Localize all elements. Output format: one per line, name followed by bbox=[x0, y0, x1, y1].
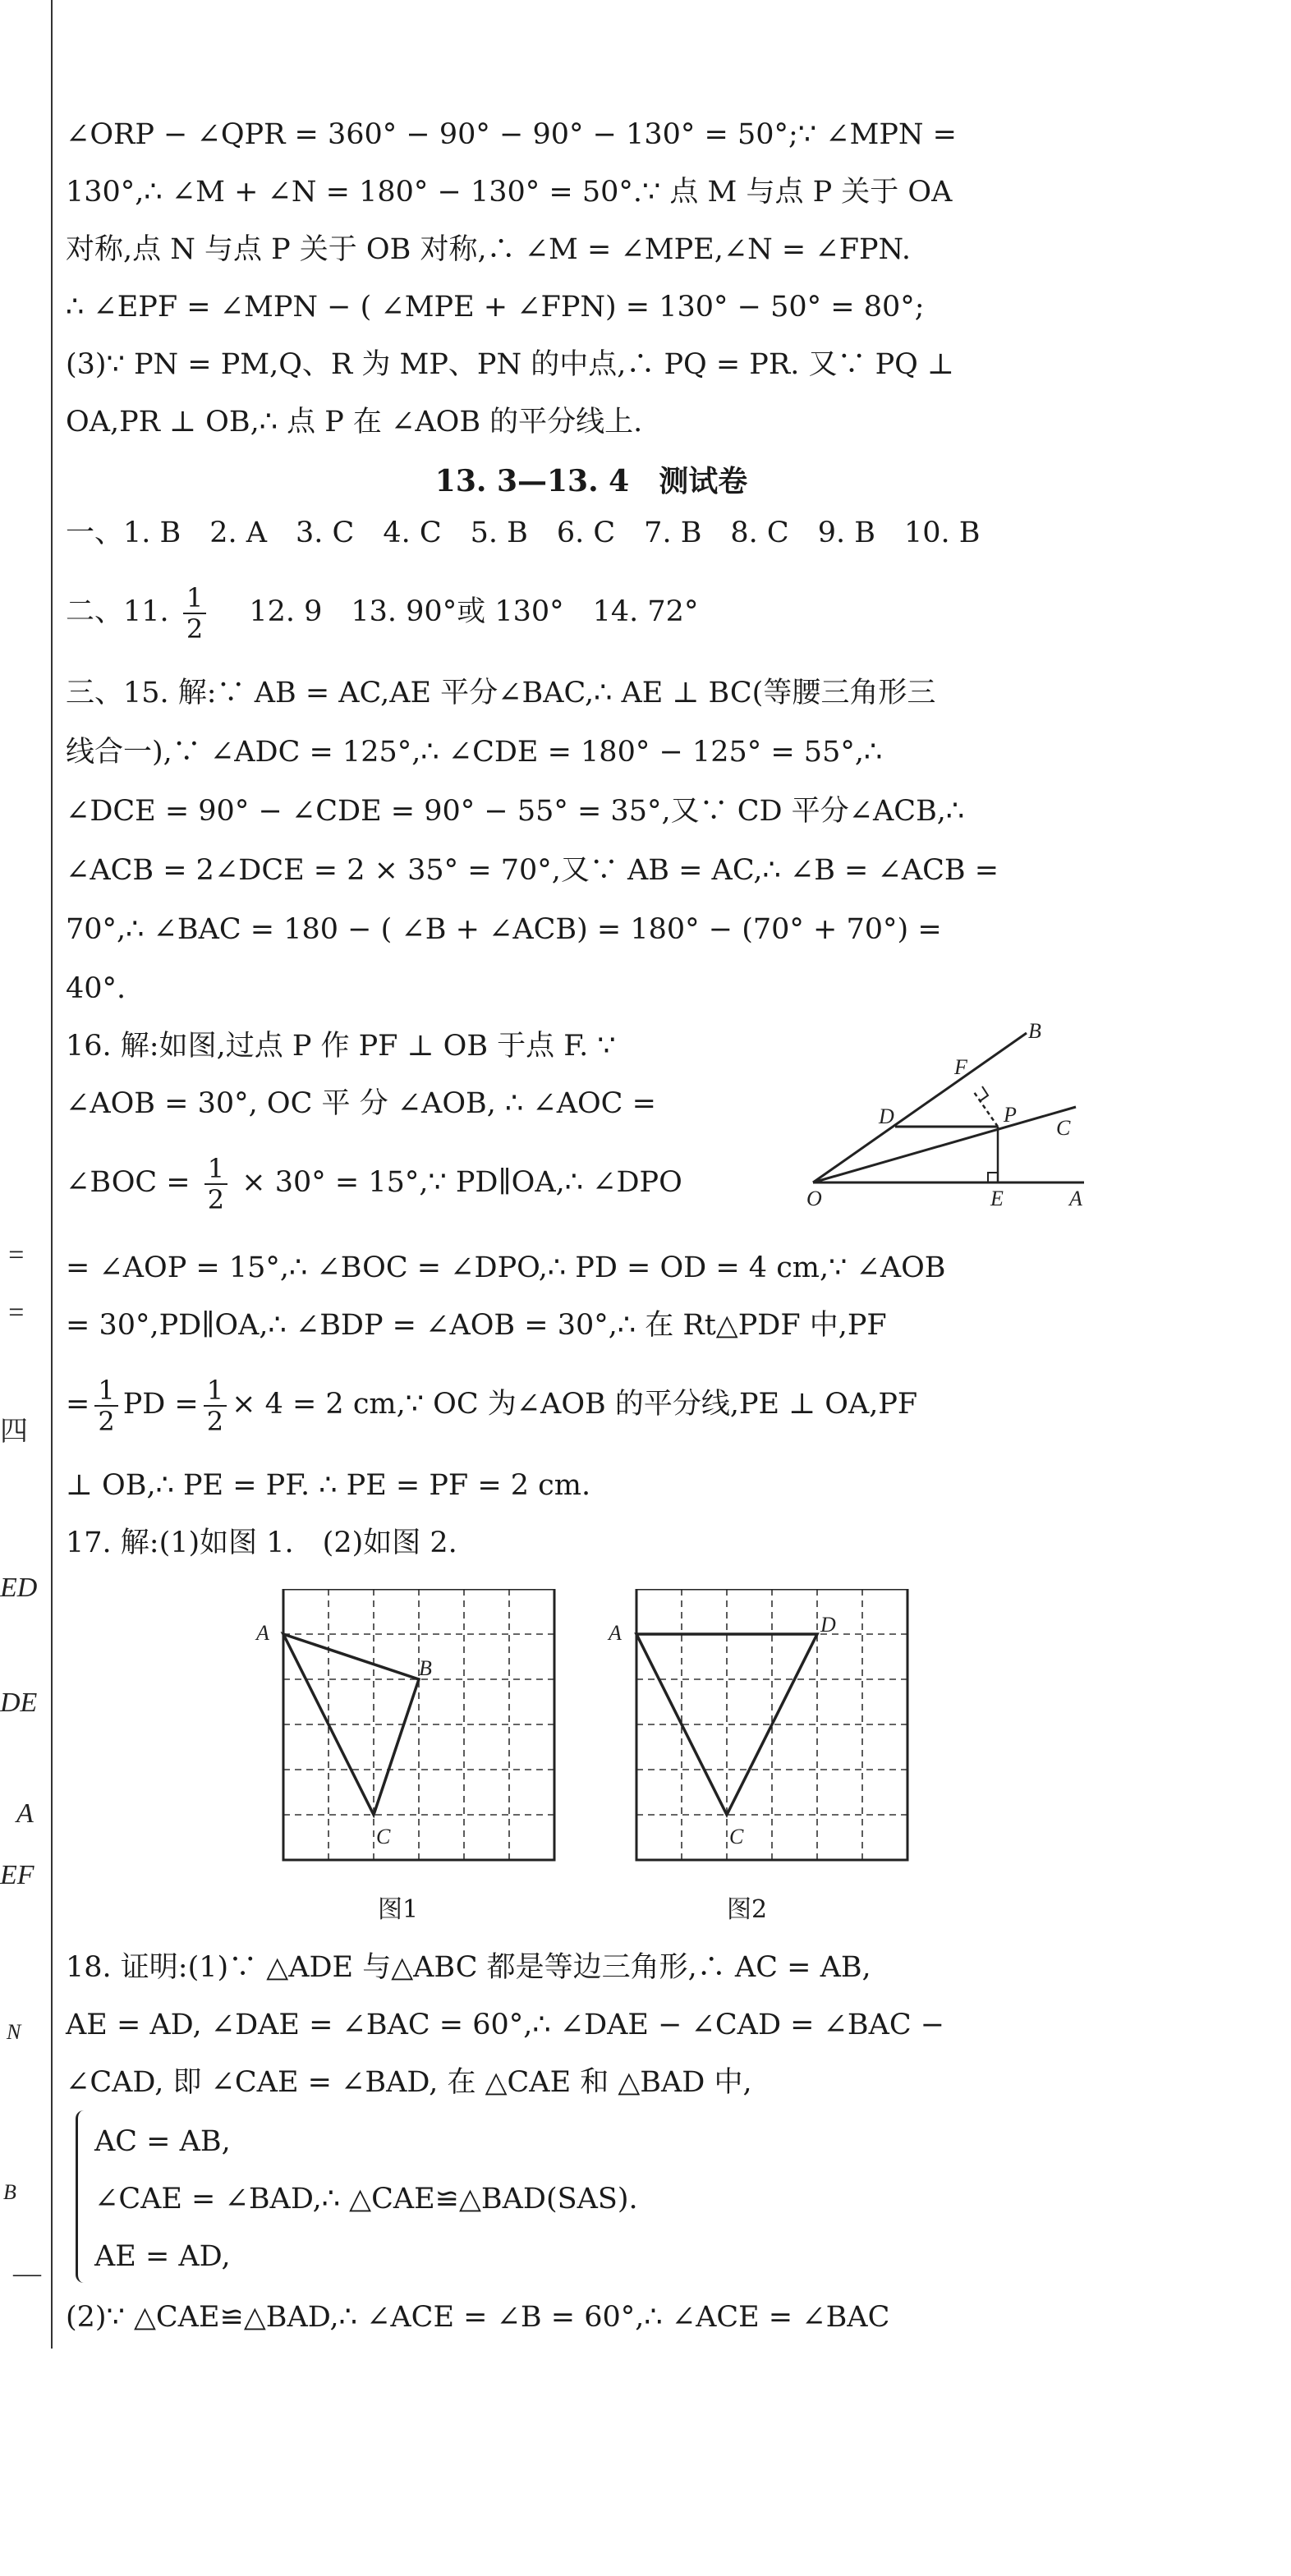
label-D: D bbox=[820, 1613, 836, 1637]
answers-part-1: 一、1. B 2. A 3. C 4. C 5. B 6. C 7. B 8. C 9. B 10. B bbox=[66, 517, 981, 549]
q16-text: × 4 = 2 cm,∵ OC 为∠AOB 的平分线,PE ⊥ OA,PF bbox=[232, 1388, 918, 1421]
label-A: A bbox=[1069, 1187, 1082, 1210]
text-line: ∠ORP − ∠QPR = 360° − 90° − 90° − 130° = 50°;∵ ∠MPN = bbox=[66, 118, 957, 151]
q16-line: ⊥ OB,∴ PE = PF. ∴ PE = PF = 2 cm. bbox=[66, 1469, 591, 1502]
part2-rest: 12. 9 13. 90°或 130° 14. 72° bbox=[220, 595, 699, 628]
text-line: 对称,点 N 与点 P 关于 OB 对称,∴ ∠M = ∠MPE,∠N = ∠FPN. bbox=[66, 233, 912, 266]
label-P: P bbox=[1004, 1103, 1017, 1127]
label-E: E bbox=[990, 1187, 1004, 1210]
q16-text: PD = bbox=[122, 1388, 199, 1421]
part2-prefix: 二、11. bbox=[66, 595, 169, 628]
q16-text: ∠BOC = bbox=[66, 1166, 191, 1199]
q17-figure-2 bbox=[604, 1589, 916, 1885]
q15-line: 70°,∴ ∠BAC = 180 − ( ∠B + ∠ACB) = 180° − (70° + 70°) = bbox=[66, 913, 942, 946]
fraction bbox=[183, 583, 206, 644]
page-margin-rule bbox=[51, 0, 53, 2349]
margin-fragment: = bbox=[7, 1297, 25, 1328]
label-A: A bbox=[256, 1621, 269, 1645]
frac-num: 1 bbox=[183, 583, 206, 614]
q15-line: 线合一),∵ ∠ADC = 125°,∴ ∠CDE = 180° − 125° = 55°,∴ bbox=[66, 736, 883, 769]
fraction bbox=[204, 1375, 227, 1436]
margin-fragment: EF bbox=[0, 1860, 34, 1890]
frac-den: 2 bbox=[207, 1183, 225, 1215]
margin-fragment: DE bbox=[0, 1687, 38, 1718]
q18-system-line: AE = AD, bbox=[94, 2240, 231, 2273]
margin-fragment: N bbox=[7, 2020, 21, 2044]
fraction bbox=[94, 1375, 117, 1436]
label-C: C bbox=[376, 1825, 391, 1848]
margin-fragment: = bbox=[7, 1240, 25, 1270]
margin-fragment: 四 bbox=[0, 1417, 28, 1447]
frac-num: 1 bbox=[94, 1375, 117, 1407]
q18-line: AE = AD, ∠DAE = ∠BAC = 60°,∴ ∠DAE − ∠CAD = ∠BAC − bbox=[66, 2009, 945, 2041]
q16-text: × 30° = 15°,∵ PD∥OA,∴ ∠DPO bbox=[241, 1166, 682, 1199]
label-C: C bbox=[1056, 1116, 1071, 1140]
q16-text: = bbox=[66, 1388, 90, 1421]
q17-line: 17. 解:(1)如图 1. (2)如图 2. bbox=[66, 1527, 457, 1559]
ray-OC bbox=[813, 1107, 1076, 1182]
right-angle-E bbox=[988, 1173, 998, 1182]
label-D: D bbox=[879, 1104, 894, 1128]
text-line: (3)∵ PN = PM,Q、R 为 MP、PN 的中点,∴ PQ = PR. 又∵ PQ ⊥ bbox=[66, 348, 954, 381]
q16-line: 16. 解:如图,过点 P 作 PF ⊥ OB 于点 F. ∵ bbox=[66, 1030, 616, 1063]
q16-line: = ∠AOP = 15°,∴ ∠BOC = ∠DPO,∴ PD = OD = 4 cm,∵ ∠AOB bbox=[66, 1251, 946, 1284]
right-angle-F bbox=[980, 1086, 988, 1101]
q18-line: (2)∵ △CAE≌△BAD,∴ ∠ACE = ∠B = 60°,∴ ∠ACE = ∠BAC bbox=[66, 2301, 890, 2334]
margin-fragment: ED bbox=[0, 1573, 38, 1603]
system-brace bbox=[76, 2110, 90, 2283]
text-line: OA,PR ⊥ OB,∴ 点 P 在 ∠AOB 的平分线上. bbox=[66, 406, 643, 439]
frac-den: 2 bbox=[206, 1405, 224, 1437]
figure-1-caption: 图1 bbox=[378, 1895, 419, 1924]
answers-part-2 bbox=[66, 579, 1094, 645]
frac-num: 1 bbox=[204, 1375, 227, 1407]
section-title: 13. 3—13. 4 测试卷 bbox=[434, 464, 748, 498]
ray-OB bbox=[813, 1033, 1027, 1182]
q16-figure bbox=[788, 1018, 1100, 1224]
q17-figure-1 bbox=[255, 1589, 567, 1885]
q15-line: ∠ACB = 2∠DCE = 2 × 35° = 70°,又∵ AB = AC,∴ ∠B = ∠ACB = bbox=[66, 854, 999, 887]
margin-fragment: A bbox=[16, 1798, 34, 1829]
label-O: O bbox=[806, 1187, 822, 1210]
q18-line: 18. 证明:(1)∵ △ADE 与△ABC 都是等边三角形,∴ AC = AB, bbox=[66, 1951, 871, 1984]
q16-line: = 30°,PD∥OA,∴ ∠BDP = ∠AOB = 30°,∴ 在 Rt△PDF 中,PF bbox=[66, 1309, 887, 1342]
text-line: 130°,∴ ∠M + ∠N = 180° − 130° = 50°.∵ 点 M 与点 P 关于 OA bbox=[66, 176, 953, 209]
q15-line: 40°. bbox=[66, 972, 126, 1005]
frac-num: 1 bbox=[204, 1154, 227, 1185]
label-C: C bbox=[729, 1825, 744, 1848]
q15-line: ∠DCE = 90° − ∠CDE = 90° − 55° = 35°,又∵ CD 平分∠ACB,∴ bbox=[66, 795, 965, 828]
figure-2-caption: 图2 bbox=[727, 1895, 768, 1924]
q15-line: 三、15. 解:∵ AB = AC,AE 平分∠BAC,∴ AE ⊥ BC(等腰三角形三 bbox=[66, 677, 936, 709]
frac-den: 2 bbox=[98, 1405, 115, 1437]
fraction bbox=[204, 1154, 227, 1215]
q18-system-line: AC = AB, bbox=[94, 2125, 231, 2158]
q18-line: ∠CAD, 即 ∠CAE = ∠BAD, 在 △CAE 和 △BAD 中, bbox=[66, 2066, 752, 2099]
label-B: B bbox=[419, 1656, 432, 1680]
q16-line bbox=[66, 1371, 1094, 1437]
margin-fragment: — bbox=[13, 2258, 41, 2289]
frac-den: 2 bbox=[186, 613, 204, 645]
q18-system-line: ∠CAE = ∠BAD,∴ △CAE≌△BAD(SAS). bbox=[94, 2183, 638, 2216]
margin-fragment: B bbox=[3, 2180, 16, 2204]
label-A: A bbox=[609, 1621, 622, 1645]
label-F: F bbox=[954, 1055, 967, 1079]
q16-line: ∠AOB = 30°, OC 平 分 ∠AOB, ∴ ∠AOC = bbox=[66, 1087, 656, 1120]
label-B: B bbox=[1028, 1019, 1041, 1043]
text-line: ∴ ∠EPF = ∠MPN − ( ∠MPE + ∠FPN) = 130° − 50° = 80°; bbox=[66, 291, 925, 324]
